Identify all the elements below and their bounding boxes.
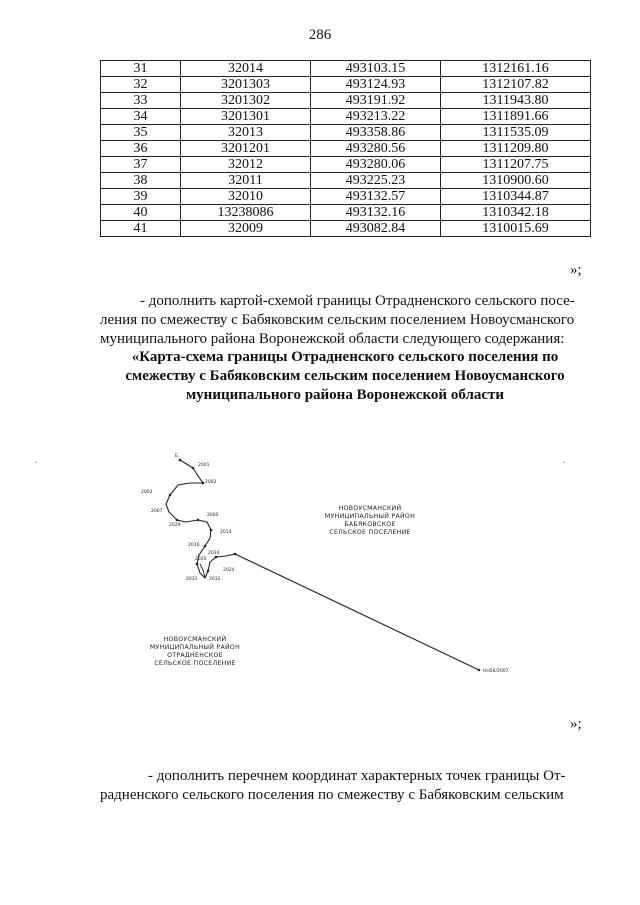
point-number-cell: 32 — [101, 77, 181, 93]
table-row — [101, 157, 591, 173]
coord-x-cell: 493082.84 — [311, 221, 441, 237]
coord-x-cell: 493132.57 — [311, 189, 441, 205]
caption-line: смежеству с Бабяковским сельским поселением Новоусманского — [125, 368, 565, 384]
point-label: Б — [175, 454, 179, 459]
table-row — [101, 173, 591, 189]
coord-x-cell: 493280.06 — [311, 157, 441, 173]
point-label: 2034 — [208, 551, 220, 556]
point-number-cell: 41 — [101, 221, 181, 237]
paragraph-coordinates-addition — [100, 767, 590, 805]
point-id-cell: 32014 — [181, 61, 311, 77]
coord-y-cell: 1310342.18 — [441, 205, 591, 221]
map-caption — [100, 348, 590, 405]
point-number-cell: 36 — [101, 141, 181, 157]
point-id-cell: 32011 — [181, 173, 311, 189]
paragraph-line: - дополнить перечнем координат характерных точек границы От- — [148, 768, 566, 784]
point-number-cell: 39 — [101, 189, 181, 205]
point-number-cell: 35 — [101, 125, 181, 141]
point-id-cell: 32010 — [181, 189, 311, 205]
coord-y-cell: 1310015.69 — [441, 221, 591, 237]
coord-y-cell: 1312107.82 — [441, 77, 591, 93]
paragraph-line: радненского сельского поселения по смежеству с Бабяковским сельским — [100, 787, 564, 803]
point-number-cell: 38 — [101, 173, 181, 189]
point-id-cell: 32012 — [181, 157, 311, 173]
point-id-cell: 32013 — [181, 125, 311, 141]
paragraph-line: муниципального района Воронежской области следующего содержания: — [100, 331, 565, 347]
table-row — [101, 77, 591, 93]
coord-y-cell: 1311207.75 — [441, 157, 591, 173]
area-label-left: МУНИЦИПАЛЬНЫЙ РАЙОН — [149, 644, 241, 651]
coord-x-cell: 493132.16 — [311, 205, 441, 221]
point-label: 2001 — [198, 463, 210, 468]
table-row — [101, 61, 591, 77]
table-row — [101, 93, 591, 109]
point-label: 2007 — [151, 509, 163, 514]
point-number-cell: 34 — [101, 109, 181, 125]
point-id-cell: 3201303 — [181, 77, 311, 93]
coord-x-cell: 493358.86 — [311, 125, 441, 141]
point-id-cell: 3201301 — [181, 109, 311, 125]
point-label: 2003 — [141, 490, 153, 495]
coord-x-cell: 493225.23 — [311, 173, 441, 189]
caption-line: «Карта-схема границы Отрадненского сельского поселения по — [131, 349, 559, 365]
coord-x-cell: 493191.92 — [311, 93, 441, 109]
area-label-right: НОВОУСМАНСКИЙ — [338, 505, 402, 512]
area-label-right: МУНИЦИПАЛЬНЫЙ РАЙОН — [324, 513, 416, 520]
point-number-cell: 31 — [101, 61, 181, 77]
point-label: 2024 — [223, 568, 235, 573]
table-row — [101, 189, 591, 205]
area-label-right: СЕЛЬСКОЕ ПОСЕЛЕНИЕ — [329, 529, 411, 536]
point-number-cell: 33 — [101, 93, 181, 109]
coordinates-table — [100, 60, 591, 237]
area-label-left: СЕЛЬСКОЕ ПОСЕЛЕНИЕ — [154, 660, 236, 667]
coord-y-cell: 1311891.66 — [441, 109, 591, 125]
point-number-cell: 40 — [101, 205, 181, 221]
coord-y-cell: 1310344.87 — [441, 189, 591, 205]
paragraph-line: - дополнить картой-схемой границы Отрадненского сельского посе- — [140, 293, 575, 309]
table-row — [101, 205, 591, 221]
point-label: 2002 — [205, 480, 217, 485]
coord-y-cell: 1311535.09 — [441, 125, 591, 141]
point-label: 2014 — [220, 530, 232, 535]
area-label-left: НОВОУСМАНСКИЙ — [163, 636, 227, 643]
closing-quote-2: »; — [570, 716, 582, 732]
closing-quote-1: »; — [570, 262, 582, 278]
table-row — [101, 109, 591, 125]
point-label: 2020 — [195, 557, 207, 562]
point-label: 2032 — [209, 577, 221, 582]
point-label: 2031 — [186, 577, 198, 582]
coord-x-cell: 493213.22 — [311, 109, 441, 125]
point-label: 2016 — [188, 543, 200, 548]
boundary-map — [30, 440, 570, 700]
page-number: 286 — [308, 27, 332, 43]
paragraph-map-addition — [100, 292, 590, 349]
point-id-cell: 3201201 — [181, 141, 311, 157]
coord-y-cell: 1311943.80 — [441, 93, 591, 109]
coord-x-cell: 493124.93 — [311, 77, 441, 93]
point-id-cell: 32009 — [181, 221, 311, 237]
table-row — [101, 221, 591, 237]
area-label-right: БАБЯКОВСКОЕ — [344, 521, 396, 528]
point-label: 2000 — [207, 513, 219, 518]
caption-line: муниципального района Воронежской области — [185, 387, 505, 403]
coord-y-cell: 1311209.80 — [441, 141, 591, 157]
coord-x-cell: 493280.56 — [311, 141, 441, 157]
coord-y-cell: 1310900.60 — [441, 173, 591, 189]
point-number-cell: 37 — [101, 157, 181, 173]
point-label-end: НН56/2007 — [483, 669, 509, 674]
point-label: 2029 — [169, 523, 181, 528]
coord-y-cell: 1312161.16 — [441, 61, 591, 77]
table-row — [101, 141, 591, 157]
area-label-left: ОТРАДНЕНСКОЕ — [167, 652, 223, 659]
paragraph-line: ления по смежеству с Бабяковским сельским поселением Новоусманского — [100, 312, 575, 328]
point-id-cell: 3201302 — [181, 93, 311, 109]
table-row — [101, 125, 591, 141]
coord-x-cell: 493103.15 — [311, 61, 441, 77]
point-id-cell: 13238086 — [181, 205, 311, 221]
